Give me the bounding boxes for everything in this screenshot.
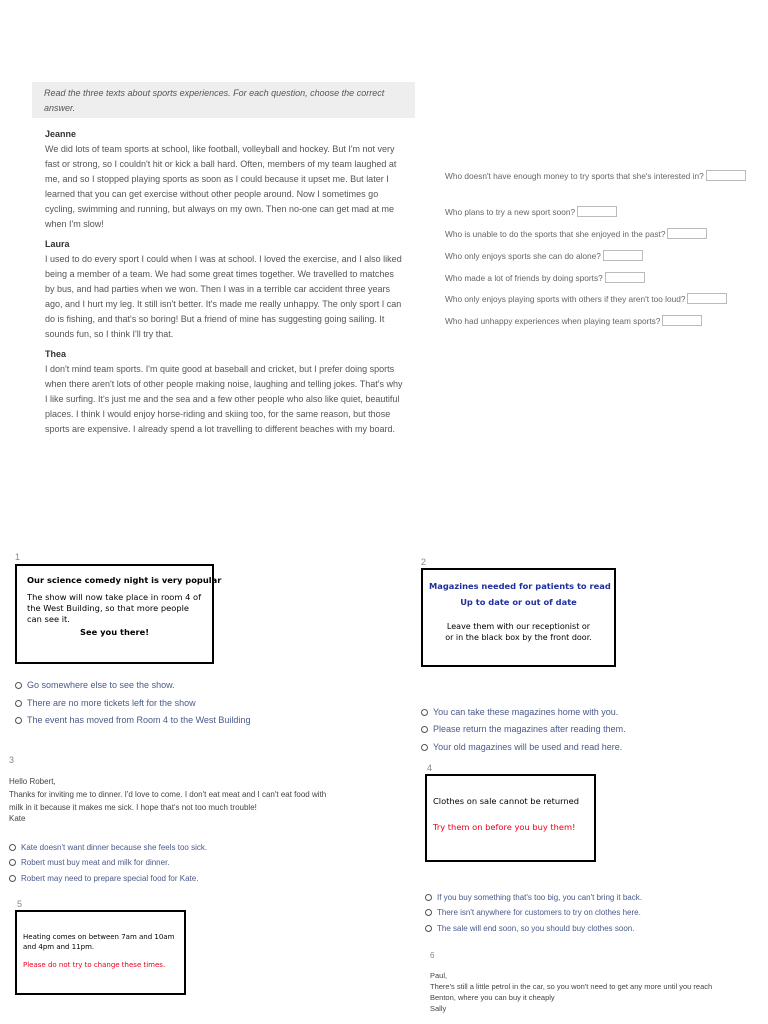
notice-line: and 4pm and 11pm. bbox=[23, 943, 95, 951]
notice-line: Heating comes on between 7am and 10am bbox=[23, 933, 175, 941]
notice-science-comedy bbox=[15, 564, 222, 664]
radio-button[interactable] bbox=[421, 709, 428, 716]
answer-dropdown[interactable] bbox=[605, 272, 645, 283]
option-text: If you buy something that's too big, you can't bring it back. bbox=[437, 893, 642, 902]
option-text: The event has moved from Room 4 to the West Building bbox=[27, 715, 251, 725]
question-text: Who had unhappy experiences when playing team sports? bbox=[445, 315, 661, 326]
option-text: There isn't anywhere for customers to try on clothes here. bbox=[437, 908, 641, 917]
option-text: Your old magazines will be used and read here. bbox=[433, 742, 623, 752]
instructions-text: Read the three texts about sports experiences. For each question, choose the correct answer. bbox=[44, 88, 385, 113]
answer-dropdown[interactable] bbox=[706, 170, 746, 181]
question-number: 5 bbox=[17, 899, 23, 909]
notice-title: Our science comedy night is very popular bbox=[27, 575, 222, 585]
option-row[interactable] bbox=[425, 924, 634, 933]
question-row bbox=[445, 170, 746, 181]
radio-button[interactable] bbox=[9, 859, 16, 866]
question-text: Who only enjoys playing sports with others if they aren't too loud? bbox=[445, 293, 686, 304]
option-text: Robert may need to prepare special food for Kate. bbox=[21, 874, 199, 883]
text-title-laura: Laura bbox=[45, 239, 70, 249]
option-text: Go somewhere else to see the show. bbox=[27, 680, 175, 690]
question-row bbox=[445, 293, 727, 304]
letter-line: Thanks for inviting me to dinner. I'd love to come. I don't eat meat and I can't eat food with bbox=[9, 790, 327, 799]
letter-line: Benton, where you can buy it cheaply bbox=[430, 993, 555, 1002]
option-text: You can take these magazines home with you. bbox=[433, 707, 619, 717]
radio-button[interactable] bbox=[425, 894, 432, 901]
letter-greeting: Hello Robert, bbox=[9, 777, 56, 786]
letter-kate bbox=[9, 776, 326, 824]
notice-body: The show will now take place in room 4 of the West Building, so that more people can see it. bbox=[27, 592, 202, 624]
option-row[interactable] bbox=[425, 893, 642, 902]
radio-button[interactable] bbox=[421, 744, 428, 751]
option-row[interactable] bbox=[421, 707, 618, 717]
letter-signoff: Kate bbox=[9, 814, 26, 823]
answer-dropdown[interactable] bbox=[687, 293, 727, 304]
option-row[interactable] bbox=[15, 698, 196, 708]
option-row[interactable] bbox=[9, 843, 207, 852]
notice-line: Magazines needed for patients to read bbox=[429, 581, 611, 591]
question-text: Who plans to try a new sport soon? bbox=[445, 206, 576, 217]
letter-sally bbox=[430, 970, 712, 1014]
notice-line: Clothes on sale cannot be returned bbox=[433, 796, 580, 806]
question-row bbox=[445, 250, 643, 261]
notice-line: or in the black box by the front door. bbox=[445, 633, 592, 642]
answer-dropdown[interactable] bbox=[603, 250, 643, 261]
question-row bbox=[445, 272, 645, 283]
option-row[interactable] bbox=[9, 858, 170, 867]
notice-magazines bbox=[421, 568, 616, 667]
text-title-thea: Thea bbox=[45, 349, 67, 359]
answer-dropdown[interactable] bbox=[667, 228, 707, 239]
radio-button[interactable] bbox=[9, 844, 16, 851]
radio-button[interactable] bbox=[425, 909, 432, 916]
question-text: Who doesn't have enough money to try sports that she's interested in? bbox=[445, 170, 704, 181]
radio-button[interactable] bbox=[421, 726, 428, 733]
notice-line: Leave them with our receptionist or bbox=[446, 622, 591, 631]
radio-button[interactable] bbox=[9, 875, 16, 882]
question-number: 1 bbox=[15, 552, 21, 562]
option-text: Kate doesn't want dinner because she feels too sick. bbox=[21, 843, 208, 852]
question-row bbox=[445, 206, 617, 217]
letter-greeting: Paul, bbox=[430, 971, 448, 980]
question-text: Who only enjoys sports she can do alone? bbox=[445, 250, 601, 261]
text-title-jeanne: Jeanne bbox=[45, 129, 77, 139]
option-row[interactable] bbox=[9, 874, 198, 883]
option-row[interactable] bbox=[421, 742, 622, 752]
option-row[interactable] bbox=[15, 715, 250, 725]
letter-signoff: Sally bbox=[430, 1004, 447, 1013]
instructions-box bbox=[32, 82, 415, 118]
notice-end: See you there! bbox=[79, 627, 150, 637]
notice-line: Please do not try to change these times. bbox=[23, 961, 166, 969]
option-row[interactable] bbox=[425, 908, 641, 917]
question-number: 6 bbox=[430, 951, 435, 960]
text-body-jeanne: We did lots of team sports at school, like football, volleyball and hockey. But I'm not very fast or strong, so I couldn't hit or kick a ball hard. Often, members of my team laughed at me, and so I stopped playing sports as soon as I could because it upset me. But later I learned that you can get exercise without other people around. Now I sometimes go cycling, swimming and running, but always on my own. Then no-one can get mad at me when I'm slow! bbox=[45, 144, 397, 229]
text-body-laura: I used to do every sport I could when I was at school. I loved the exercise, and I also liked being a member of a team. We had some great times together. We travelled to matches by bus, and had parties when we won. Then I was in a terrible car accident three years ago, and I hurt my leg. It still isn't better. It's made me really unhappy. The only sport I can do is fishing, and that's so boring! But a friend of mine has suggesting going sailing. It sounds fun, so I think I'll try that. bbox=[45, 254, 402, 339]
radio-button[interactable] bbox=[15, 682, 22, 689]
notice-line: Try them on before you buy them! bbox=[433, 822, 576, 832]
answer-dropdown[interactable] bbox=[577, 206, 617, 217]
question-row bbox=[445, 228, 707, 239]
letter-line: milk in it because it makes me sick. I hope that's not too much trouble! bbox=[9, 803, 257, 812]
answer-dropdown[interactable] bbox=[662, 315, 702, 326]
question-text: Who made a lot of friends by doing sports? bbox=[445, 272, 603, 283]
radio-button[interactable] bbox=[425, 925, 432, 932]
notice-clothes bbox=[425, 774, 596, 862]
notice-line: Up to date or out of date bbox=[460, 597, 577, 607]
question-number: 2 bbox=[421, 557, 427, 567]
question-number: 3 bbox=[9, 755, 15, 765]
radio-button[interactable] bbox=[15, 700, 22, 707]
option-row[interactable] bbox=[15, 680, 175, 690]
reading-texts bbox=[45, 128, 405, 443]
question-number: 4 bbox=[427, 763, 433, 773]
option-text: Robert must buy meat and milk for dinner. bbox=[21, 858, 170, 867]
question-row bbox=[445, 315, 702, 326]
letter-line: There's still a little petrol in the car, so you won't need to get any more until you reach bbox=[430, 982, 713, 991]
notice-heating bbox=[15, 910, 186, 995]
radio-button[interactable] bbox=[15, 717, 22, 724]
text-body-thea: I don't mind team sports. I'm quite good at baseball and cricket, but I prefer doing sports when there aren't lots of other people making noise, laughing and telling jokes. That's why I like surfing. It's just me and the sea and a few other people who also like quiet, beautiful places. I think I would enjoy horse-riding and skiing too, for the same reason, but those sports are expensive. I already spend a lot travelling to different beaches with my board. bbox=[45, 364, 403, 434]
option-text: The sale will end soon, so you should buy clothes soon. bbox=[437, 924, 635, 933]
option-row[interactable] bbox=[421, 724, 626, 734]
option-text: Please return the magazines after reading them. bbox=[433, 724, 626, 734]
question-text: Who is unable to do the sports that she enjoyed in the past? bbox=[445, 228, 666, 239]
option-text: There are no more tickets left for the show bbox=[27, 698, 196, 708]
